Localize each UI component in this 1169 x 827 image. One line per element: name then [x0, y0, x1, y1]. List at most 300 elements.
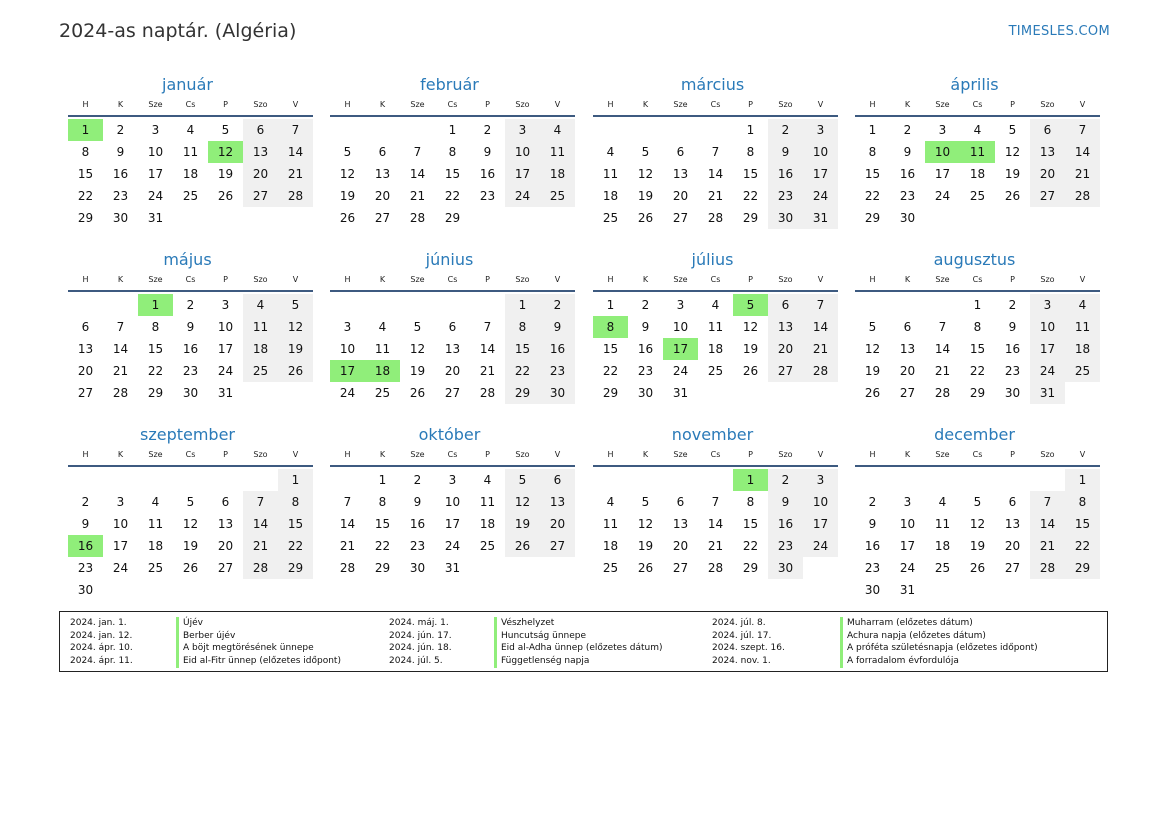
day-cell: 19: [637, 189, 654, 203]
empty-cell: [173, 469, 208, 491]
weekday-label: H: [82, 450, 89, 459]
day-cell: 9: [903, 145, 912, 159]
day-cell: 9: [81, 517, 90, 531]
day-cell: 31: [899, 583, 916, 597]
day-cell: 12: [1004, 145, 1021, 159]
day-cell: 20: [768, 338, 803, 360]
weekday-header: [593, 271, 838, 292]
day-cell: 24: [672, 364, 689, 378]
day-cell: 17: [934, 167, 951, 181]
day-cell: 13: [540, 491, 575, 513]
day-cell: 11: [182, 145, 199, 159]
month-name: június: [425, 250, 474, 269]
legend-date: 2024. júl. 8.: [712, 618, 766, 628]
day-cell: 6: [243, 119, 278, 141]
weekday-label: V: [817, 100, 824, 109]
day-cell: 25: [1065, 360, 1100, 382]
day-cell: 28: [278, 185, 313, 207]
empty-cell: [103, 469, 138, 491]
day-cell: 5: [221, 123, 230, 137]
day-cell: 22: [864, 189, 881, 203]
day-cell: 17: [1030, 338, 1065, 360]
day-cell: 11: [602, 517, 619, 531]
day-cell: 31: [1030, 382, 1065, 404]
day-cell: 1: [746, 123, 755, 137]
day-cell: 8: [746, 495, 755, 509]
day-cell: 4: [973, 123, 982, 137]
month-calendar: [593, 74, 838, 229]
weekday-label: Szo: [778, 450, 793, 459]
day-cell: 22: [969, 364, 986, 378]
brand-link[interactable]: TIMESLES.COM: [1008, 24, 1110, 39]
weekday-label: Sze: [935, 100, 950, 109]
day-cell: 21: [1065, 163, 1100, 185]
day-cell: 25: [969, 189, 986, 203]
day-cell: 25: [934, 561, 951, 575]
empty-cell: [593, 469, 628, 491]
day-cell: 10: [444, 495, 461, 509]
day-cell: 18: [934, 539, 951, 553]
weekday-label: P: [1010, 100, 1015, 109]
day-cell: 1: [278, 469, 313, 491]
day-cell: 28: [409, 211, 426, 225]
day-cell: 12: [339, 167, 356, 181]
day-cell: 12: [409, 342, 426, 356]
day-grid: [593, 469, 838, 579]
legend-date: 2024. jún. 17.: [389, 630, 452, 641]
weekday-label: H: [607, 100, 614, 109]
weekday-label: P: [485, 450, 490, 459]
empty-cell: [925, 469, 960, 491]
empty-cell: [103, 294, 138, 316]
day-cell: 10: [147, 145, 164, 159]
empty-cell: [890, 469, 925, 491]
weekday-label: K: [117, 450, 124, 459]
day-cell: 26: [864, 386, 881, 400]
day-cell: 23: [637, 364, 654, 378]
day-cell: 29: [864, 211, 881, 225]
day-cell: 17: [505, 163, 540, 185]
weekday-label: Sze: [935, 275, 950, 284]
day-cell: 14: [278, 141, 313, 163]
empty-cell: [138, 469, 173, 491]
legend-date: 2024. máj. 1.: [389, 618, 449, 628]
weekday-label: K: [642, 275, 649, 284]
day-cell: 27: [77, 386, 94, 400]
day-cell: 10: [505, 141, 540, 163]
weekday-header: [330, 96, 575, 117]
weekday-label: Sze: [673, 100, 688, 109]
day-cell: 26: [742, 364, 759, 378]
month-calendar: [593, 249, 838, 404]
day-cell: 30: [409, 561, 426, 575]
day-cell: 3: [116, 495, 125, 509]
day-cell: 5: [1008, 123, 1017, 137]
weekday-label: Sze: [935, 450, 950, 459]
day-cell: 7: [413, 145, 422, 159]
weekday-label: Cs: [447, 100, 458, 109]
legend-holiday: Eid al-Adha ünnep (előzetes dátum): [494, 642, 663, 655]
day-cell: 21: [707, 539, 724, 553]
day-cell: 4: [540, 119, 575, 141]
day-cell: 21: [803, 338, 838, 360]
holiday-legend: [59, 611, 1108, 672]
day-cell: 17: [899, 539, 916, 553]
day-cell: 15: [969, 342, 986, 356]
day-cell: 29: [602, 386, 619, 400]
month-name: március: [680, 75, 745, 94]
day-cell: 28: [243, 557, 278, 579]
day-cell: 6: [676, 495, 685, 509]
day-cell: 2: [483, 123, 492, 137]
weekday-header: [593, 446, 838, 467]
day-cell: 8: [868, 145, 877, 159]
weekday-label: V: [817, 450, 824, 459]
day-cell: 29: [147, 386, 164, 400]
day-cell: 12: [864, 342, 881, 356]
day-cell: 24: [339, 386, 356, 400]
day-cell: 26: [505, 535, 540, 557]
month-name: április: [950, 75, 999, 94]
day-cell: 24: [217, 364, 234, 378]
day-cell: 23: [540, 360, 575, 382]
day-cell: 4: [186, 123, 195, 137]
weekday-label: V: [1079, 275, 1086, 284]
day-cell: 29: [374, 561, 391, 575]
day-cell: 13: [77, 342, 94, 356]
weekday-header: [68, 271, 313, 292]
day-cell: 10: [112, 517, 129, 531]
weekday-label: P: [485, 275, 490, 284]
day-cell: 18: [1065, 338, 1100, 360]
day-cell: 22: [147, 364, 164, 378]
holiday-day-cell: 18: [365, 360, 400, 382]
weekday-label: Szo: [515, 450, 530, 459]
day-cell: 5: [413, 320, 422, 334]
month-name: február: [420, 75, 479, 94]
day-cell: 23: [112, 189, 129, 203]
month-name: november: [671, 425, 754, 444]
legend-date: 2024. jan. 1.: [70, 618, 127, 628]
day-cell: 18: [182, 167, 199, 181]
day-cell: 12: [637, 517, 654, 531]
holiday-day-cell: 17: [330, 360, 365, 382]
day-cell: 15: [505, 338, 540, 360]
day-cell: 19: [864, 364, 881, 378]
day-cell: 31: [803, 207, 838, 229]
day-cell: 29: [1065, 557, 1100, 579]
day-cell: 14: [409, 167, 426, 181]
day-cell: 11: [374, 342, 391, 356]
empty-cell: [435, 294, 470, 316]
empty-cell: [628, 469, 663, 491]
empty-cell: [470, 294, 505, 316]
day-cell: 2: [1008, 298, 1017, 312]
day-cell: 14: [707, 167, 724, 181]
day-cell: 4: [606, 145, 615, 159]
day-cell: 1: [973, 298, 982, 312]
day-cell: 19: [278, 338, 313, 360]
day-cell: 18: [602, 539, 619, 553]
day-cell: 23: [768, 185, 803, 207]
day-cell: 30: [1004, 386, 1021, 400]
day-cell: 1: [1065, 469, 1100, 491]
day-cell: 21: [278, 163, 313, 185]
day-cell: 6: [448, 320, 457, 334]
day-cell: 23: [1004, 364, 1021, 378]
empty-cell: [698, 119, 733, 141]
empty-cell: [330, 294, 365, 316]
month-calendar: [68, 424, 313, 601]
day-cell: 20: [444, 364, 461, 378]
day-cell: 11: [602, 167, 619, 181]
day-cell: 2: [641, 298, 650, 312]
day-cell: 17: [217, 342, 234, 356]
weekday-label: Cs: [447, 275, 458, 284]
empty-cell: [925, 294, 960, 316]
day-cell: 26: [969, 561, 986, 575]
day-cell: 12: [637, 167, 654, 181]
legend-holiday: A próféta születésnapja (előzetes időpont): [840, 642, 1038, 655]
day-cell: 8: [973, 320, 982, 334]
day-cell: 14: [1030, 513, 1065, 535]
weekday-label: P: [1010, 275, 1015, 284]
empty-cell: [400, 294, 435, 316]
day-cell: 4: [606, 495, 615, 509]
weekday-label: V: [292, 275, 299, 284]
weekday-label: H: [344, 100, 351, 109]
month-calendar: [593, 424, 838, 579]
weekday-label: Cs: [185, 100, 196, 109]
day-cell: 13: [672, 167, 689, 181]
month-name: szeptember: [139, 425, 235, 444]
day-cell: 23: [409, 539, 426, 553]
weekday-label: K: [379, 450, 386, 459]
month-name: augusztus: [933, 250, 1016, 269]
day-cell: 24: [803, 535, 838, 557]
weekday-header: [855, 446, 1100, 467]
day-cell: 27: [374, 211, 391, 225]
day-cell: 8: [81, 145, 90, 159]
day-grid: [68, 119, 313, 229]
month-calendar: [68, 74, 313, 229]
day-cell: 2: [81, 495, 90, 509]
weekday-label: Szo: [253, 275, 268, 284]
day-cell: 29: [278, 557, 313, 579]
day-cell: 28: [707, 561, 724, 575]
day-cell: 4: [243, 294, 278, 316]
day-cell: 3: [938, 123, 947, 137]
day-cell: 29: [969, 386, 986, 400]
day-cell: 19: [409, 364, 426, 378]
day-cell: 8: [746, 145, 755, 159]
legend-date: 2024. jún. 18.: [389, 643, 452, 654]
day-cell: 26: [637, 561, 654, 575]
day-cell: 27: [1004, 561, 1021, 575]
legend-date: 2024. júl. 17.: [712, 630, 772, 641]
day-cell: 27: [540, 535, 575, 557]
weekday-header: [68, 96, 313, 117]
weekday-label: V: [554, 275, 561, 284]
weekday-label: Sze: [410, 275, 425, 284]
weekday-label: Cs: [972, 450, 983, 459]
empty-cell: [243, 469, 278, 491]
legend-holiday: A böjt megtörésének ünnepe: [176, 642, 314, 655]
day-grid: [330, 119, 575, 229]
day-cell: 28: [479, 386, 496, 400]
weekday-label: K: [904, 275, 911, 284]
empty-cell: [663, 469, 698, 491]
day-cell: 8: [278, 491, 313, 513]
day-cell: 27: [444, 386, 461, 400]
day-cell: 8: [151, 320, 160, 334]
day-cell: 26: [278, 360, 313, 382]
day-cell: 7: [278, 119, 313, 141]
weekday-label: Szo: [1040, 450, 1055, 459]
day-grid: [855, 469, 1100, 601]
day-cell: 14: [803, 316, 838, 338]
weekday-label: Szo: [515, 275, 530, 284]
day-grid: [855, 294, 1100, 404]
day-cell: 23: [768, 535, 803, 557]
legend-date: 2024. ápr. 10.: [70, 643, 133, 654]
weekday-label: Szo: [1040, 100, 1055, 109]
month-name: július: [691, 250, 734, 269]
day-cell: 17: [444, 517, 461, 531]
day-cell: 27: [672, 211, 689, 225]
weekday-label: Cs: [972, 275, 983, 284]
day-cell: 27: [899, 386, 916, 400]
day-cell: 16: [1004, 342, 1021, 356]
day-cell: 24: [934, 189, 951, 203]
weekday-label: Cs: [185, 275, 196, 284]
weekday-label: Cs: [710, 100, 721, 109]
day-cell: 9: [868, 517, 877, 531]
day-cell: 15: [77, 167, 94, 181]
day-cell: 21: [409, 189, 426, 203]
day-cell: 20: [217, 539, 234, 553]
day-cell: 22: [505, 360, 540, 382]
day-cell: 1: [378, 473, 387, 487]
day-cell: 4: [711, 298, 720, 312]
day-cell: 22: [374, 539, 391, 553]
day-cell: 12: [742, 320, 759, 334]
weekday-label: V: [1079, 100, 1086, 109]
day-cell: 10: [672, 320, 689, 334]
empty-cell: [960, 469, 995, 491]
day-cell: 13: [899, 342, 916, 356]
weekday-label: Szo: [253, 450, 268, 459]
legend-holiday: A forradalom évfordulója: [840, 655, 959, 668]
day-cell: 3: [448, 473, 457, 487]
day-cell: 18: [243, 338, 278, 360]
day-grid: [855, 119, 1100, 229]
day-cell: 12: [969, 517, 986, 531]
day-cell: 9: [413, 495, 422, 509]
day-cell: 6: [768, 294, 803, 316]
day-cell: 13: [243, 141, 278, 163]
weekday-label: Sze: [673, 275, 688, 284]
day-cell: 19: [742, 342, 759, 356]
day-grid: [68, 469, 313, 601]
day-cell: 2: [768, 469, 803, 491]
day-cell: 6: [81, 320, 90, 334]
day-cell: 17: [803, 163, 838, 185]
day-cell: 24: [1030, 360, 1065, 382]
day-cell: 26: [339, 211, 356, 225]
weekday-label: Sze: [410, 450, 425, 459]
day-cell: 7: [243, 491, 278, 513]
weekday-label: H: [607, 275, 614, 284]
day-cell: 5: [868, 320, 877, 334]
day-cell: 16: [768, 163, 803, 185]
day-cell: 3: [803, 469, 838, 491]
legend-date: 2024. ápr. 11.: [70, 656, 133, 667]
weekday-label: P: [748, 275, 753, 284]
day-cell: 7: [343, 495, 352, 509]
day-cell: 29: [742, 561, 759, 575]
day-cell: 14: [243, 513, 278, 535]
day-cell: 6: [676, 145, 685, 159]
day-cell: 27: [243, 185, 278, 207]
day-cell: 18: [602, 189, 619, 203]
day-cell: 24: [803, 185, 838, 207]
day-cell: 15: [742, 517, 759, 531]
holiday-day-cell: 10: [925, 141, 960, 163]
weekday-label: Cs: [447, 450, 458, 459]
day-cell: 20: [672, 539, 689, 553]
day-cell: 14: [934, 342, 951, 356]
day-cell: 23: [899, 189, 916, 203]
day-cell: 9: [540, 316, 575, 338]
day-cell: 8: [1065, 491, 1100, 513]
day-cell: 13: [768, 316, 803, 338]
weekday-label: H: [869, 275, 876, 284]
day-cell: 21: [707, 189, 724, 203]
day-cell: 28: [803, 360, 838, 382]
day-cell: 3: [151, 123, 160, 137]
day-cell: 2: [116, 123, 125, 137]
day-cell: 23: [479, 189, 496, 203]
holiday-day-cell: 16: [68, 535, 103, 557]
day-cell: 5: [973, 495, 982, 509]
day-cell: 25: [479, 539, 496, 553]
weekday-label: Sze: [410, 100, 425, 109]
day-cell: 31: [147, 211, 164, 225]
day-cell: 14: [112, 342, 129, 356]
month-name: december: [934, 425, 1015, 444]
day-grid: [68, 294, 313, 404]
empty-cell: [208, 469, 243, 491]
day-cell: 22: [278, 535, 313, 557]
day-cell: 14: [1065, 141, 1100, 163]
legend-date: 2024. nov. 1.: [712, 656, 771, 667]
holiday-day-cell: 1: [68, 119, 103, 141]
day-cell: 10: [339, 342, 356, 356]
day-cell: 20: [899, 364, 916, 378]
day-cell: 15: [147, 342, 164, 356]
day-cell: 22: [444, 189, 461, 203]
day-cell: 28: [1065, 185, 1100, 207]
day-cell: 24: [899, 561, 916, 575]
day-cell: 7: [1065, 119, 1100, 141]
day-cell: 9: [116, 145, 125, 159]
day-cell: 7: [116, 320, 125, 334]
day-cell: 22: [742, 189, 759, 203]
day-cell: 13: [444, 342, 461, 356]
holiday-day-cell: 17: [663, 338, 698, 360]
day-cell: 18: [147, 539, 164, 553]
